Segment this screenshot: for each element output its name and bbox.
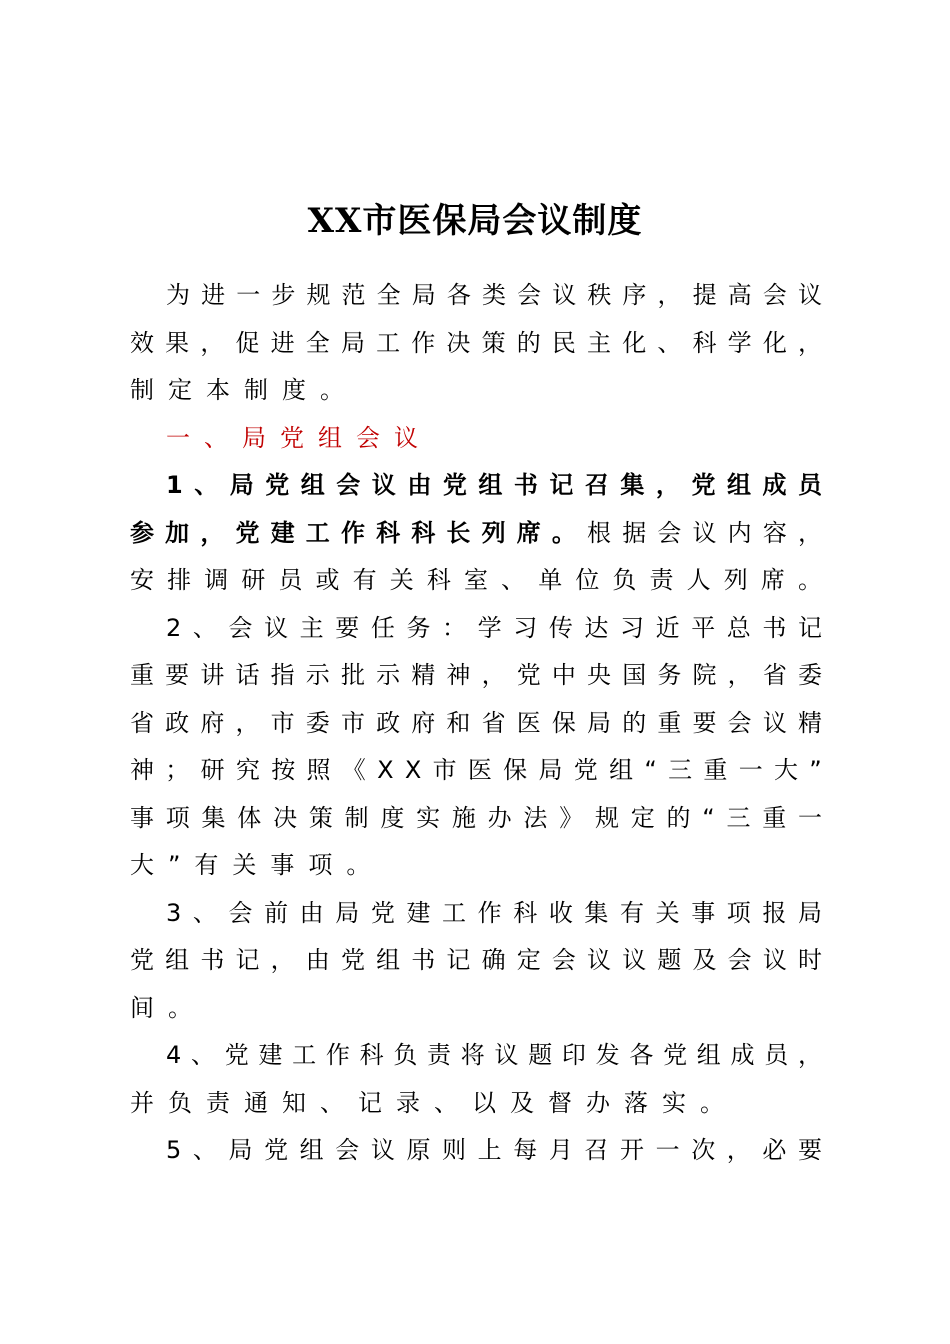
body-line: 大”有关事项。 <box>130 851 385 879</box>
body-line: 间。 <box>130 993 206 1022</box>
section-heading <box>130 415 822 463</box>
body-line: 4 、 党 建 工 作 科 负 责 将 议 题 印 发 各 党 组 成 员 ， <box>166 1041 822 1069</box>
body-line: 2 、 会 议 主 要 任 务 ： 学 习 传 达 习 近 平 总 书 记 <box>166 613 822 642</box>
body-line-mixed: 参 加 ， 党 建 工 作 科 科 长 列 席 。 根 据 会 议 内 容 ， <box>130 518 822 547</box>
body-line: 3 、 会 前 由 局 党 建 工 作 科 收 集 有 关 事 项 报 局 <box>166 898 822 927</box>
document-title: XX市医保局会议制度 <box>307 201 643 241</box>
body-line: 神 ； 研 究 按 照 《 X X 市 医 保 局 党 组 “ 三 重 一 大 ” <box>130 756 822 784</box>
body-line: 效 果 ， 促 进 全 局 工 作 决 策 的 民 主 化 、 科 学 化 ， <box>130 328 822 357</box>
body-line: 安 排 调 研 员 或 有 关 科 室 、 单 位 负 责 人 列 席 。 <box>130 566 822 594</box>
body-line: 并负责通知、记录、以及督办落实。 <box>130 1088 738 1117</box>
body-line: 为 进 一 步 规 范 全 局 各 类 会 议 秩 序 ， 提 高 会 议 <box>166 281 822 309</box>
body-line: 5 、 局 党 组 会 议 原 则 上 每 月 召 开 一 次 ， 必 要 <box>166 1136 822 1164</box>
body-line: 事 项 集 体 决 策 制 度 实 施 办 法 》 规 定 的 “ 三 重 一 <box>130 803 822 832</box>
body-line: 党 组 书 记 ， 由 党 组 书 记 确 定 会 议 议 题 及 会 议 时 <box>130 946 822 974</box>
section-heading-text: 一、局党组会议 <box>166 423 432 452</box>
body-line: 省 政 府 ， 市 委 市 政 府 和 省 医 保 局 的 重 要 会 议 精 <box>130 708 822 737</box>
body-line-bold: 1 、 局 党 组 会 议 由 党 组 书 记 召 集 ， 党 组 成 员 <box>166 471 822 499</box>
body-line: 重 要 讲 话 指 示 批 示 精 神 ， 党 中 央 国 务 院 ， 省 委 <box>130 661 822 689</box>
document-body <box>130 272 822 1175</box>
body-line: 制定本制度。 <box>130 376 358 404</box>
